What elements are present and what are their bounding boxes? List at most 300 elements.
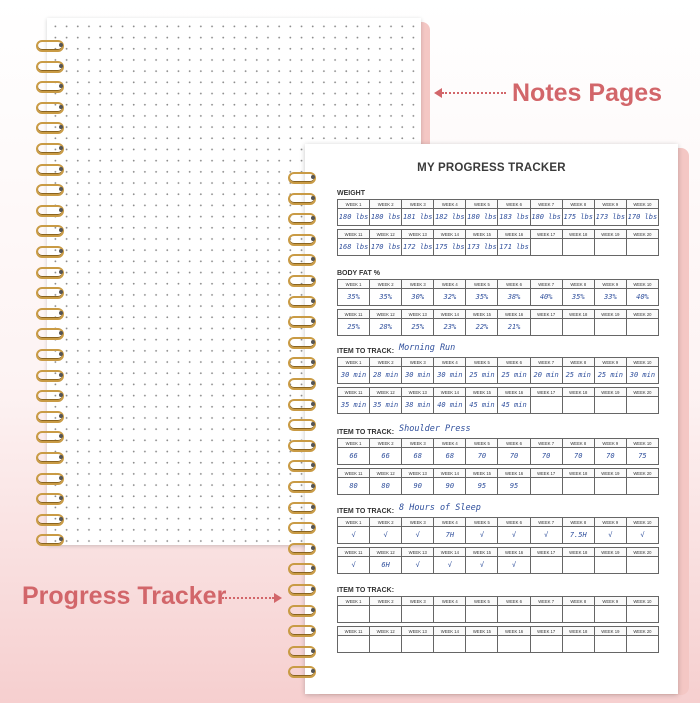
section-label: ITEM TO TRACK: xyxy=(337,348,395,355)
week-value-cell[interactable] xyxy=(627,397,659,414)
spiral-ring xyxy=(36,349,64,361)
week-value-cell[interactable] xyxy=(466,606,498,623)
week-value-cell[interactable]: 90 xyxy=(434,478,466,495)
week-header-cell: WEEK 13 xyxy=(402,230,434,239)
spiral-ring xyxy=(36,411,64,423)
week-value-cell[interactable] xyxy=(627,239,659,256)
week-header-cell: WEEK 12 xyxy=(370,627,402,636)
week-header-cell: WEEK 17 xyxy=(531,469,563,478)
week-value-cell[interactable]: √ xyxy=(338,527,370,544)
week-header-cell: WEEK 11 xyxy=(338,230,370,239)
week-header-cell: WEEK 11 xyxy=(338,469,370,478)
week-value-cell[interactable] xyxy=(627,319,659,336)
week-value-cell[interactable]: 80 xyxy=(338,478,370,495)
week-header-cell: WEEK 5 xyxy=(466,358,498,367)
notes-dotted-line xyxy=(442,92,506,94)
spiral-ring xyxy=(36,246,64,258)
week-value-cell[interactable]: √ xyxy=(498,557,530,574)
week-header-cell: WEEK 9 xyxy=(595,518,627,527)
week-header-cell: WEEK 15 xyxy=(466,627,498,636)
week-header-cell: WEEK 10 xyxy=(627,200,659,209)
section-label: WEIGHT xyxy=(337,190,365,197)
week-header-cell: WEEK 17 xyxy=(531,310,563,319)
week-value-cell[interactable] xyxy=(370,606,402,623)
week-header-cell: WEEK 8 xyxy=(563,280,595,289)
week-header-cell: WEEK 20 xyxy=(627,469,659,478)
week-value-cell[interactable]: 30 min xyxy=(402,367,434,384)
week-grid xyxy=(337,438,659,465)
week-header-cell: WEEK 18 xyxy=(563,388,595,397)
week-value-cell[interactable]: 38 min xyxy=(402,397,434,414)
week-header-cell: WEEK 11 xyxy=(338,388,370,397)
spiral-ring xyxy=(36,431,64,443)
week-value-cell[interactable]: √ xyxy=(402,557,434,574)
week-header-cell: WEEK 20 xyxy=(627,388,659,397)
week-header-cell: WEEK 18 xyxy=(563,627,595,636)
week-header-cell: WEEK 6 xyxy=(498,597,530,606)
week-grid xyxy=(337,229,659,256)
week-value-cell[interactable]: 171 lbs xyxy=(498,239,530,256)
week-header-cell: WEEK 16 xyxy=(498,388,530,397)
spiral-ring xyxy=(36,225,64,237)
spiral-ring xyxy=(288,378,316,390)
week-value-cell[interactable]: 6H xyxy=(370,557,402,574)
week-value-cell[interactable]: √ xyxy=(627,527,659,544)
week-header-cell: WEEK 9 xyxy=(595,597,627,606)
section-label: ITEM TO TRACK: xyxy=(337,429,395,436)
week-value-cell[interactable] xyxy=(531,557,563,574)
week-header-cell: WEEK 15 xyxy=(466,469,498,478)
week-header-cell: WEEK 2 xyxy=(370,200,402,209)
week-header-cell: WEEK 14 xyxy=(434,230,466,239)
week-header-cell: WEEK 14 xyxy=(434,548,466,557)
week-header-cell: WEEK 16 xyxy=(498,469,530,478)
week-header-cell: WEEK 4 xyxy=(434,518,466,527)
spiral-ring xyxy=(288,419,316,431)
week-value-cell[interactable]: √ xyxy=(531,527,563,544)
week-value-cell[interactable] xyxy=(531,636,563,653)
week-value-cell[interactable] xyxy=(531,478,563,495)
tracker-section xyxy=(337,505,659,574)
week-header-cell: WEEK 10 xyxy=(627,358,659,367)
spiral-ring xyxy=(288,399,316,411)
week-value-cell[interactable]: 70 xyxy=(466,448,498,465)
week-value-cell[interactable]: √ xyxy=(338,557,370,574)
week-header-cell: WEEK 19 xyxy=(595,469,627,478)
section-item-name: Morning Run xyxy=(399,343,456,353)
week-header-cell: WEEK 12 xyxy=(370,548,402,557)
spiral-ring xyxy=(36,40,64,52)
week-header-cell: WEEK 12 xyxy=(370,469,402,478)
week-header-cell: WEEK 19 xyxy=(595,627,627,636)
week-value-cell[interactable]: 90 xyxy=(402,478,434,495)
week-value-cell[interactable]: 25 min xyxy=(466,367,498,384)
week-value-cell[interactable]: 28 min xyxy=(370,367,402,384)
spiral-ring xyxy=(36,390,64,402)
tracker-section xyxy=(337,426,659,495)
week-header-cell: WEEK 7 xyxy=(531,200,563,209)
week-value-cell[interactable]: 38% xyxy=(498,289,530,306)
week-value-cell[interactable]: 25 min xyxy=(498,367,530,384)
week-header-cell: WEEK 5 xyxy=(466,200,498,209)
progress-tracker-label: Progress Tracker xyxy=(22,582,227,610)
week-header-cell: WEEK 10 xyxy=(627,280,659,289)
week-value-cell[interactable] xyxy=(595,606,627,623)
week-value-cell[interactable] xyxy=(434,636,466,653)
week-value-cell[interactable] xyxy=(563,239,595,256)
week-value-cell[interactable] xyxy=(338,606,370,623)
week-value-cell[interactable]: 35% xyxy=(338,289,370,306)
tracker-section xyxy=(337,187,659,256)
spiral-ring xyxy=(36,287,64,299)
spiral-ring xyxy=(36,452,64,464)
section-label: ITEM TO TRACK: xyxy=(337,508,395,515)
week-value-cell[interactable]: 35% xyxy=(466,289,498,306)
week-header-cell: WEEK 19 xyxy=(595,548,627,557)
spiral-ring xyxy=(36,122,64,134)
week-header-cell: WEEK 7 xyxy=(531,518,563,527)
week-value-cell[interactable]: 70 xyxy=(563,448,595,465)
week-value-cell[interactable]: 20 min xyxy=(531,367,563,384)
week-grid xyxy=(337,517,659,544)
section-header xyxy=(337,345,659,357)
spiral-ring xyxy=(288,193,316,205)
week-header-cell: WEEK 11 xyxy=(338,310,370,319)
week-header-cell: WEEK 1 xyxy=(338,358,370,367)
week-header-cell: WEEK 18 xyxy=(563,310,595,319)
spiral-ring xyxy=(36,328,64,340)
week-grid xyxy=(337,468,659,495)
spiral-ring xyxy=(288,481,316,493)
week-value-cell[interactable]: 175 lbs xyxy=(563,209,595,226)
notes-pages-label: Notes Pages xyxy=(512,79,663,107)
week-value-cell[interactable] xyxy=(402,606,434,623)
week-value-cell[interactable] xyxy=(563,557,595,574)
week-header-cell: WEEK 4 xyxy=(434,597,466,606)
week-header-cell: WEEK 13 xyxy=(402,627,434,636)
spiral-ring xyxy=(288,563,316,575)
spiral-ring xyxy=(36,514,64,526)
tracker-section xyxy=(337,345,659,414)
week-header-cell: WEEK 6 xyxy=(498,518,530,527)
week-value-cell[interactable] xyxy=(370,636,402,653)
week-value-cell[interactable]: 45 min xyxy=(498,397,530,414)
week-header-cell: WEEK 13 xyxy=(402,548,434,557)
week-value-cell[interactable]: 66 xyxy=(370,448,402,465)
week-header-cell: WEEK 16 xyxy=(498,310,530,319)
progress-tracker-page xyxy=(305,144,678,694)
week-value-cell[interactable]: 181 lbs xyxy=(402,209,434,226)
week-value-cell[interactable]: √ xyxy=(498,527,530,544)
spiral-ring xyxy=(288,296,316,308)
week-value-cell[interactable]: 35 min xyxy=(338,397,370,414)
week-grid xyxy=(337,309,659,336)
week-value-cell[interactable] xyxy=(498,606,530,623)
week-value-cell[interactable]: 180 lbs xyxy=(531,209,563,226)
week-value-cell[interactable]: 173 lbs xyxy=(595,209,627,226)
week-value-cell[interactable]: 40% xyxy=(531,289,563,306)
week-value-cell[interactable]: 95 xyxy=(498,478,530,495)
spiral-ring xyxy=(36,308,64,320)
week-header-cell: WEEK 13 xyxy=(402,310,434,319)
week-header-cell: WEEK 18 xyxy=(563,469,595,478)
week-grid xyxy=(337,279,659,306)
week-value-cell[interactable]: 66 xyxy=(338,448,370,465)
week-header-cell: WEEK 6 xyxy=(498,200,530,209)
week-header-cell: WEEK 3 xyxy=(402,280,434,289)
week-header-cell: WEEK 5 xyxy=(466,518,498,527)
week-header-cell: WEEK 7 xyxy=(531,358,563,367)
spiral-ring xyxy=(288,213,316,225)
week-header-cell: WEEK 2 xyxy=(370,358,402,367)
week-value-cell[interactable]: 40% xyxy=(627,289,659,306)
week-grid xyxy=(337,547,659,574)
week-value-cell[interactable] xyxy=(627,606,659,623)
spiral-ring xyxy=(288,316,316,328)
week-value-cell[interactable]: 70 xyxy=(595,448,627,465)
spiral-ring xyxy=(36,370,64,382)
week-value-cell[interactable]: 28% xyxy=(370,319,402,336)
week-value-cell[interactable] xyxy=(595,397,627,414)
week-header-cell: WEEK 3 xyxy=(402,200,434,209)
week-header-cell: WEEK 5 xyxy=(466,439,498,448)
week-header-cell: WEEK 3 xyxy=(402,518,434,527)
week-header-cell: WEEK 18 xyxy=(563,230,595,239)
week-header-cell: WEEK 15 xyxy=(466,310,498,319)
week-value-cell[interactable]: 173 lbs xyxy=(466,239,498,256)
week-value-cell[interactable] xyxy=(402,636,434,653)
spiral-ring xyxy=(36,61,64,73)
week-value-cell[interactable]: √ xyxy=(402,527,434,544)
spiral-ring xyxy=(288,584,316,596)
week-header-cell: WEEK 3 xyxy=(402,439,434,448)
week-header-cell: WEEK 17 xyxy=(531,230,563,239)
tracker-title: MY PROGRESS TRACKER xyxy=(417,162,566,174)
week-header-cell: WEEK 4 xyxy=(434,200,466,209)
week-value-cell[interactable] xyxy=(563,478,595,495)
week-header-cell: WEEK 17 xyxy=(531,627,563,636)
week-value-cell[interactable]: 182 lbs xyxy=(434,209,466,226)
week-header-cell: WEEK 1 xyxy=(338,439,370,448)
spiral-ring xyxy=(36,164,64,176)
spiral-ring xyxy=(36,267,64,279)
week-value-cell[interactable]: 168 lbs xyxy=(338,239,370,256)
dotted-arrow-icon xyxy=(274,593,282,603)
week-value-cell[interactable]: 175 lbs xyxy=(434,239,466,256)
week-header-cell: WEEK 2 xyxy=(370,518,402,527)
week-value-cell[interactable] xyxy=(531,397,563,414)
week-value-cell[interactable] xyxy=(595,319,627,336)
week-value-cell[interactable] xyxy=(627,636,659,653)
week-value-cell[interactable]: 170 lbs xyxy=(370,239,402,256)
week-header-cell: WEEK 8 xyxy=(563,200,595,209)
week-value-cell[interactable]: 70 xyxy=(498,448,530,465)
spiral-ring xyxy=(36,473,64,485)
week-value-cell[interactable]: 21% xyxy=(498,319,530,336)
week-value-cell[interactable]: 75 xyxy=(627,448,659,465)
spiral-ring xyxy=(36,493,64,505)
section-header xyxy=(337,187,659,199)
week-header-cell: WEEK 10 xyxy=(627,597,659,606)
week-value-cell[interactable]: 25% xyxy=(338,319,370,336)
week-header-cell: WEEK 4 xyxy=(434,439,466,448)
spiral-ring xyxy=(288,666,316,678)
week-header-cell: WEEK 1 xyxy=(338,200,370,209)
week-value-cell[interactable]: 7H xyxy=(434,527,466,544)
week-value-cell[interactable] xyxy=(627,478,659,495)
spiral-ring xyxy=(36,102,64,114)
week-header-cell: WEEK 19 xyxy=(595,310,627,319)
week-value-cell[interactable]: 25 min xyxy=(595,367,627,384)
week-value-cell[interactable] xyxy=(466,636,498,653)
spiral-ring xyxy=(288,172,316,184)
week-value-cell[interactable]: 80 xyxy=(370,478,402,495)
week-value-cell[interactable]: 180 lbs xyxy=(466,209,498,226)
week-value-cell[interactable]: 25 min xyxy=(563,367,595,384)
week-value-cell[interactable] xyxy=(531,606,563,623)
week-value-cell[interactable] xyxy=(563,319,595,336)
week-header-cell: WEEK 20 xyxy=(627,310,659,319)
week-value-cell[interactable]: 183 lbs xyxy=(498,209,530,226)
week-header-cell: WEEK 8 xyxy=(563,358,595,367)
week-value-cell[interactable]: 33% xyxy=(595,289,627,306)
week-header-cell: WEEK 5 xyxy=(466,280,498,289)
week-value-cell[interactable]: 68 xyxy=(434,448,466,465)
spiral-ring xyxy=(288,460,316,472)
week-value-cell[interactable] xyxy=(338,636,370,653)
week-value-cell[interactable]: 70 xyxy=(531,448,563,465)
spiral-ring xyxy=(288,625,316,637)
week-header-cell: WEEK 13 xyxy=(402,388,434,397)
week-header-cell: WEEK 10 xyxy=(627,439,659,448)
week-header-cell: WEEK 20 xyxy=(627,548,659,557)
week-value-cell[interactable]: 32% xyxy=(434,289,466,306)
week-value-cell[interactable]: 25% xyxy=(402,319,434,336)
week-value-cell[interactable] xyxy=(434,606,466,623)
week-value-cell[interactable]: 23% xyxy=(434,319,466,336)
section-header xyxy=(337,267,659,279)
week-value-cell[interactable]: 180 lbs xyxy=(338,209,370,226)
tracker-section xyxy=(337,267,659,336)
week-grid xyxy=(337,387,659,414)
week-header-cell: WEEK 9 xyxy=(595,280,627,289)
week-value-cell[interactable]: √ xyxy=(466,527,498,544)
week-value-cell[interactable] xyxy=(595,478,627,495)
progress-dotted-line xyxy=(222,597,274,599)
week-value-cell[interactable]: 35% xyxy=(370,289,402,306)
week-value-cell[interactable] xyxy=(563,606,595,623)
section-header xyxy=(337,584,659,596)
week-grid xyxy=(337,596,659,623)
week-header-cell: WEEK 5 xyxy=(466,597,498,606)
week-header-cell: WEEK 8 xyxy=(563,518,595,527)
spiral-ring xyxy=(36,205,64,217)
section-item-name: 8 Hours of Sleep xyxy=(399,503,481,513)
week-value-cell[interactable] xyxy=(595,239,627,256)
week-value-cell[interactable]: 40 min xyxy=(434,397,466,414)
week-header-cell: WEEK 4 xyxy=(434,358,466,367)
week-header-cell: WEEK 1 xyxy=(338,597,370,606)
week-header-cell: WEEK 2 xyxy=(370,280,402,289)
week-value-cell[interactable]: 30 min xyxy=(434,367,466,384)
spiral-ring xyxy=(36,184,64,196)
week-value-cell[interactable] xyxy=(563,636,595,653)
week-header-cell: WEEK 16 xyxy=(498,230,530,239)
week-header-cell: WEEK 2 xyxy=(370,439,402,448)
week-value-cell[interactable] xyxy=(595,636,627,653)
week-value-cell[interactable]: √ xyxy=(595,527,627,544)
week-value-cell[interactable] xyxy=(563,397,595,414)
week-value-cell[interactable] xyxy=(531,239,563,256)
week-header-cell: WEEK 11 xyxy=(338,627,370,636)
dotted-arrow-icon xyxy=(434,88,442,98)
week-header-cell: WEEK 14 xyxy=(434,310,466,319)
section-header xyxy=(337,505,659,517)
week-header-cell: WEEK 14 xyxy=(434,469,466,478)
week-value-cell[interactable]: 7.5H xyxy=(563,527,595,544)
week-header-cell: WEEK 19 xyxy=(595,230,627,239)
week-header-cell: WEEK 6 xyxy=(498,280,530,289)
spiral-ring xyxy=(288,275,316,287)
week-header-cell: WEEK 16 xyxy=(498,627,530,636)
week-value-cell[interactable]: 35% xyxy=(563,289,595,306)
spiral-ring xyxy=(288,357,316,369)
week-value-cell[interactable]: 68 xyxy=(402,448,434,465)
week-header-cell: WEEK 7 xyxy=(531,280,563,289)
week-header-cell: WEEK 17 xyxy=(531,548,563,557)
week-header-cell: WEEK 12 xyxy=(370,388,402,397)
spiral-ring xyxy=(288,646,316,658)
spiral-ring xyxy=(36,143,64,155)
week-header-cell: WEEK 4 xyxy=(434,280,466,289)
spiral-ring xyxy=(288,522,316,534)
week-header-cell: WEEK 9 xyxy=(595,358,627,367)
week-value-cell[interactable] xyxy=(498,636,530,653)
week-value-cell[interactable] xyxy=(595,557,627,574)
week-value-cell[interactable]: √ xyxy=(370,527,402,544)
week-header-cell: WEEK 17 xyxy=(531,388,563,397)
week-value-cell[interactable]: √ xyxy=(466,557,498,574)
week-value-cell[interactable]: 172 lbs xyxy=(402,239,434,256)
week-value-cell[interactable]: √ xyxy=(434,557,466,574)
week-value-cell[interactable]: 95 xyxy=(466,478,498,495)
week-header-cell: WEEK 15 xyxy=(466,548,498,557)
spiral-ring xyxy=(288,605,316,617)
week-header-cell: WEEK 7 xyxy=(531,597,563,606)
week-header-cell: WEEK 2 xyxy=(370,597,402,606)
week-value-cell[interactable]: 30% xyxy=(402,289,434,306)
week-value-cell[interactable]: 35 min xyxy=(370,397,402,414)
week-header-cell: WEEK 15 xyxy=(466,388,498,397)
spiral-ring xyxy=(288,440,316,452)
week-grid xyxy=(337,626,659,653)
week-value-cell[interactable]: 30 min xyxy=(627,367,659,384)
week-header-cell: WEEK 11 xyxy=(338,548,370,557)
spiral-ring xyxy=(288,234,316,246)
spiral-ring xyxy=(288,543,316,555)
week-value-cell[interactable]: 30 min xyxy=(338,367,370,384)
week-value-cell[interactable]: 180 lbs xyxy=(370,209,402,226)
week-value-cell[interactable] xyxy=(531,319,563,336)
week-value-cell[interactable]: 22% xyxy=(466,319,498,336)
week-grid xyxy=(337,357,659,384)
week-value-cell[interactable] xyxy=(627,557,659,574)
week-header-cell: WEEK 14 xyxy=(434,388,466,397)
week-header-cell: WEEK 12 xyxy=(370,230,402,239)
week-header-cell: WEEK 16 xyxy=(498,548,530,557)
week-value-cell[interactable]: 170 lbs xyxy=(627,209,659,226)
week-value-cell[interactable]: 45 min xyxy=(466,397,498,414)
